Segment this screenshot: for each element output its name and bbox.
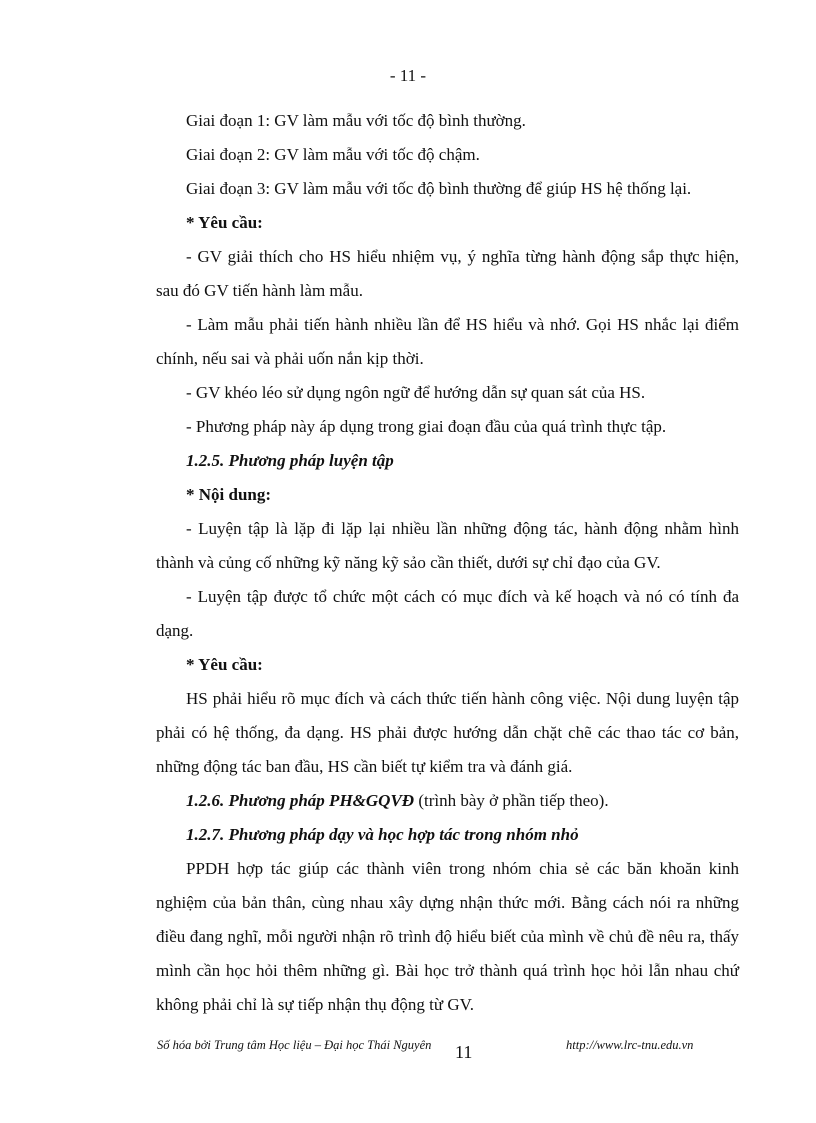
paragraph-repeat: - Làm mẫu phải tiến hành nhiều lần để HS hiểu và nhớ. Gọi HS nhắc lại điểm chính, nếu sai và phải uốn nắn kịp thời.: [156, 315, 739, 368]
footer-page-number: 11: [455, 1042, 473, 1062]
heading-content: * Nội dung:: [186, 485, 272, 504]
section-heading-1-2-6-title: 1.2.6. Phương pháp PH&GQVĐ: [186, 791, 415, 810]
section-heading-1-2-7: 1.2.7. Phương pháp dạy và học hợp tác trong nhóm nhỏ: [186, 825, 579, 844]
paragraph-stage-2: Giai đoạn 2: GV làm mẫu với tốc độ chậm.: [186, 145, 480, 164]
paragraph-cooperative: PPDH hợp tác giúp các thành viên trong nhóm chia sẻ các băn khoăn kinh nghiệm của bản thân, cùng nhau xây dựng nhận thức mới. Bằng cách nói ra những điều đang nghĩ, mỗi người nhận rõ trình độ hiểu biết của mình về chủ đề nêu ra, thấy mình cần học hỏi thêm những gì. Bài học trở thành quá trình học hỏi lẫn nhau chứ không phải chỉ là sự tiếp nhận thụ động từ GV.: [156, 859, 739, 1014]
paragraph-practice-definition: - Luyện tập là lặp đi lặp lại nhiều lần những động tác, hành động nhằm hình thành và củng cố những kỹ năng kỹ sảo cần thiết, dưới sự chỉ đạo của GV.: [156, 519, 739, 572]
section-heading-1-2-6: [156, 784, 739, 818]
paragraph-stage-3: Giai đoạn 3: GV làm mẫu với tốc độ bình thường để giúp HS hệ thống lại.: [186, 179, 692, 198]
document-body: [156, 104, 739, 1022]
paragraph-language: - GV khéo léo sử dụng ngôn ngữ để hướng dẫn sự quan sát của HS.: [186, 383, 646, 402]
page-footer: [0, 1036, 816, 1076]
paragraph-stage-1: Giai đoạn 1: GV làm mẫu với tốc độ bình thường.: [186, 111, 526, 130]
page-number-header: - 11 -: [389, 66, 427, 85]
section-heading-1-2-5: 1.2.5. Phương pháp luyện tập: [186, 451, 394, 470]
paragraph-explain: - GV giải thích cho HS hiểu nhiệm vụ, ý nghĩa từng hành động sắp thực hiện, sau đó GV tiến hành làm mẫu.: [156, 247, 739, 300]
section-heading-1-2-6-note: (trình bày ở phần tiếp theo).: [414, 791, 609, 810]
heading-requirements: * Yêu cầu:: [186, 213, 263, 232]
paragraph-apply: - Phương pháp này áp dụng trong giai đoạn đầu của quá trình thực tập.: [186, 417, 667, 436]
footer-url[interactable]: http://www.lrc-tnu.edu.vn: [566, 1038, 694, 1052]
paragraph-student-requirements: HS phải hiểu rõ mục đích và cách thức tiến hành công việc. Nội dung luyện tập phải có hệ thống, đa dạng. HS phải được hướng dẫn chặt chẽ các thao tác cơ bản, những động tác ban đầu, HS cần biết tự kiểm tra và đánh giá.: [156, 689, 739, 776]
footer-digitized-by: Số hóa bởi Trung tâm Học liệu – Đại học Thái Nguyên: [157, 1038, 432, 1052]
heading-requirements-2: * Yêu cầu:: [186, 655, 263, 674]
paragraph-practice-organized: - Luyện tập được tổ chức một cách có mục đích và kế hoạch và nó có tính đa dạng.: [156, 587, 739, 640]
